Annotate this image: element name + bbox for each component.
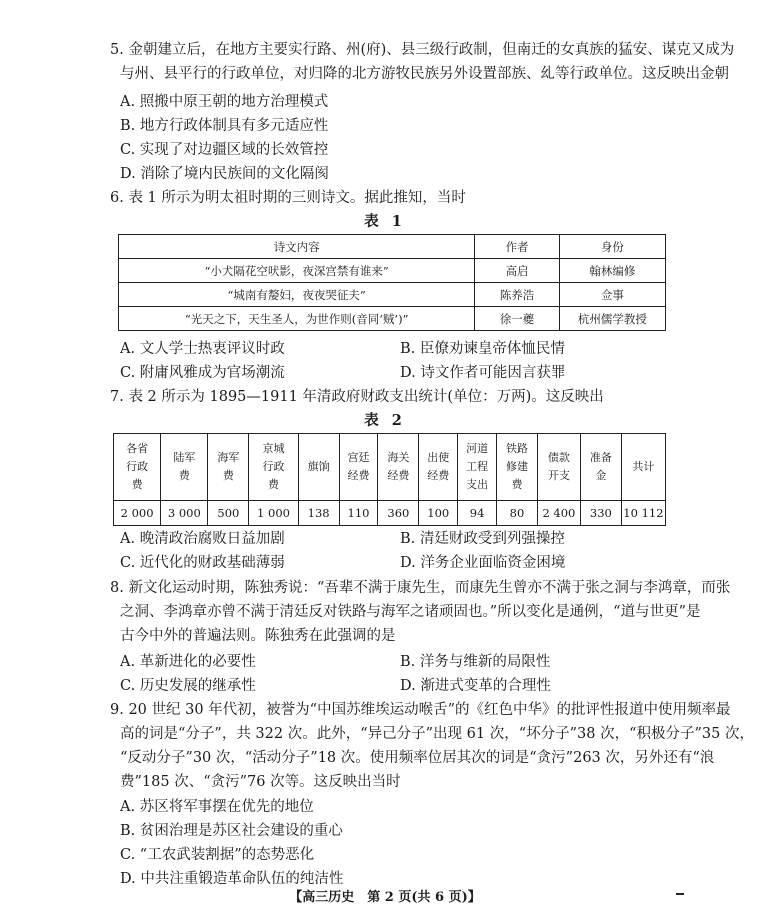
value-cell: 330 <box>580 501 621 526</box>
value-cell: 1 000 <box>249 501 298 526</box>
q8-option-b[interactable]: B. 洋务与维新的局限性 <box>400 654 551 670</box>
header-debt: 债款 开支 <box>537 434 580 501</box>
table-2 <box>113 433 666 526</box>
table-row <box>119 259 666 283</box>
header-court: 宫廷 经费 <box>339 434 378 501</box>
poem-content: “光天之下，天生圣人，为世作则(音同‘贼’)” <box>119 307 475 331</box>
q8-stem-line-2: 之洞、李鸿章亦曾不满于清廷反对铁路与海军之诸顽固也。”所以变化是通例，“道与世更”是 <box>120 604 701 620</box>
q9-option-a[interactable]: A. 苏区将军事摆在优先的地位 <box>120 799 314 815</box>
poem-content: “小犬隔花空吠影，夜深宫禁有谁来” <box>119 259 475 283</box>
header-total: 共计 <box>621 434 665 501</box>
q5-stem-line-1: 5. 金朝建立后，在地方主要实行路、州(府)、县三级行政制，但南迁的女真族的猛安、谋克又成为 <box>110 42 735 58</box>
author-identity: 佥事 <box>559 283 665 307</box>
q9-stem-line-4: 费”185 次、“贪污”76 次等。这反映出当时 <box>120 774 401 790</box>
table-2-caption: 表 2 <box>364 412 406 429</box>
poem-content: “城南有嫠妇，夜夜哭征夫” <box>119 283 475 307</box>
poem-author: 陈养浩 <box>475 283 559 307</box>
header-banner-pay: 旗饷 <box>298 434 339 501</box>
q5-option-b[interactable]: B. 地方行政体制具有多元适应性 <box>120 118 329 134</box>
value-cell: 3 000 <box>161 501 208 526</box>
q7-option-b[interactable]: B. 清廷财政受到列强操控 <box>400 531 565 547</box>
q7-option-d[interactable]: D. 洋务企业面临资金困境 <box>400 555 566 571</box>
poem-author: 高启 <box>475 259 559 283</box>
q8-option-d[interactable]: D. 渐进式变革的合理性 <box>400 678 551 694</box>
author-identity: 杭州儒学教授 <box>559 307 665 331</box>
table-2-header-row <box>114 434 666 501</box>
q9-option-d[interactable]: D. 中共注重锻造革命队伍的纯洁性 <box>120 871 344 887</box>
value-cell: 500 <box>208 501 249 526</box>
header-army: 陆军 费 <box>161 434 208 501</box>
q5-option-a[interactable]: A. 照搬中原王朝的地方治理模式 <box>120 94 329 110</box>
q9-option-c[interactable]: C. “工农武装割据”的态势恶化 <box>120 847 315 863</box>
q7-option-a[interactable]: A. 晚清政治腐败日益加剧 <box>120 531 285 547</box>
table-1-header-row <box>119 235 666 259</box>
q9-option-b[interactable]: B. 贫困治理是苏区社会建设的重心 <box>120 823 343 839</box>
header-customs: 海关 经费 <box>378 434 419 501</box>
q6-option-a[interactable]: A. 文人学士热衷评议时政 <box>120 341 285 357</box>
header-railway: 铁路 修建 费 <box>497 434 538 501</box>
author-identity: 翰林编修 <box>559 259 665 283</box>
q8-stem-line-1: 8. 新文化运动时期，陈独秀说：“吾辈不满于康先生，而康先生曾亦不满于张之洞与李鸿章，而张 <box>110 580 731 596</box>
value-cell: 110 <box>339 501 378 526</box>
header-diplomatic: 出使 经费 <box>419 434 458 501</box>
value-cell: 138 <box>298 501 339 526</box>
header-navy: 海军 费 <box>208 434 249 501</box>
q8-stem-line-3: 古今中外的普遍法则。陈独秀在此强调的是 <box>120 628 396 644</box>
q7-option-c[interactable]: C. 近代化的财政基础薄弱 <box>120 555 285 571</box>
q5-option-c[interactable]: C. 实现了对边疆区域的长效管控 <box>120 142 329 158</box>
header-reserve: 准备 金 <box>580 434 621 501</box>
table-2-value-row <box>114 501 666 526</box>
q5-stem-line-2: 与州、县平行的行政单位，对归降的北方游牧民族另外设置部族、乣等行政单位。这反映出金朝 <box>120 66 729 82</box>
table-row <box>119 307 666 331</box>
value-cell: 10 112 <box>621 501 665 526</box>
table-1 <box>118 234 666 331</box>
poem-author: 徐一夔 <box>475 307 559 331</box>
value-cell: 80 <box>497 501 538 526</box>
value-cell: 2 000 <box>114 501 161 526</box>
q6-option-b[interactable]: B. 臣僚劝谏皇帝体恤民情 <box>400 341 565 357</box>
header-river-works: 河道 工程 支出 <box>458 434 497 501</box>
table-row <box>119 283 666 307</box>
q9-stem-line-1: 9. 20 世纪 30 年代初，被誉为“中国苏维埃运动喉舌”的《红色中华》的批评性报道中使用频率最 <box>110 702 731 718</box>
header-capital-admin: 京城 行政 费 <box>249 434 298 501</box>
q9-stem-line-3: “反动分子”30 次，“活动分子”18 次。使用频率位居其次的词是“贪污”263 次，另外还有“浪 <box>120 750 715 766</box>
q6-option-c[interactable]: C. 附庸风雅成为官场潮流 <box>120 365 285 381</box>
table-1-header-author: 作者 <box>475 235 559 259</box>
q6-stem: 6. 表 1 所示为明太祖时期的三则诗文。据此推知，当时 <box>110 190 466 206</box>
q8-option-a[interactable]: A. 革新进化的必要性 <box>120 654 256 670</box>
value-cell: 100 <box>419 501 458 526</box>
q9-stem-line-2: 高的词是“分子”，共 322 次。此外，“异己分子”出现 61 次，“坏分子”38 次，“积极分子”35 次， <box>120 726 754 742</box>
value-cell: 2 400 <box>537 501 580 526</box>
table-1-header-content: 诗文内容 <box>119 235 475 259</box>
page-footer: 【高三历史 第 2 页(共 6 页)】 <box>289 890 481 905</box>
table-1-header-identity: 身份 <box>559 235 665 259</box>
q6-option-d[interactable]: D. 诗文作者可能因言获罪 <box>400 365 566 381</box>
header-provincial-admin: 各省 行政 费 <box>114 434 161 501</box>
value-cell: 360 <box>378 501 419 526</box>
q5-option-d[interactable]: D. 消除了境内民族间的文化隔阂 <box>120 166 329 182</box>
q7-stem: 7. 表 2 所示为 1895—1911 年清政府财政支出统计(单位：万两)。这反映出 <box>110 389 604 405</box>
q8-option-c[interactable]: C. 历史发展的继承性 <box>120 678 256 694</box>
value-cell: 94 <box>458 501 497 526</box>
table-1-caption: 表 1 <box>364 213 406 230</box>
corner-mark <box>676 893 684 895</box>
